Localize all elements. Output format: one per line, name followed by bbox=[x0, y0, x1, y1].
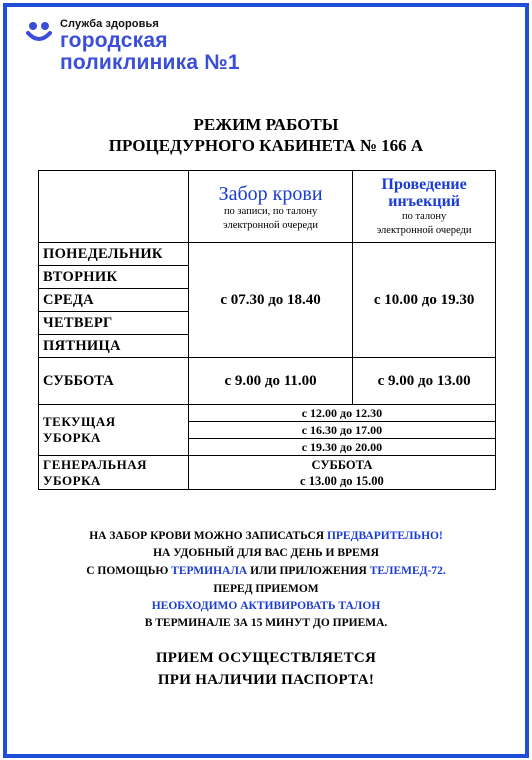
corner-cell bbox=[39, 171, 189, 243]
day-tuesday: ВТОРНИК bbox=[39, 266, 189, 289]
day-friday: ПЯТНИЦА bbox=[39, 335, 189, 358]
logo-line1: городская bbox=[60, 29, 168, 52]
weekday-blood-time: с 07.30 до 18.40 bbox=[188, 243, 352, 358]
final-line-1: ПРИЕМ ОСУЩЕСТВЛЯЕТСЯ bbox=[155, 650, 377, 666]
cleaning-slot-1: с 12.00 до 12.30 bbox=[188, 405, 495, 422]
blood-note2: электронной очереди bbox=[223, 219, 318, 231]
current-cleaning-line1: ТЕКУЩАЯ bbox=[43, 414, 116, 429]
note-line-5: НЕОБХОДИМО АКТИВИРОВАТЬ ТАЛОН bbox=[151, 600, 381, 612]
general-cleaning-line2: УБОРКА bbox=[43, 472, 101, 488]
final-line-2: ПРИ НАЛИЧИИ ПАСПОРТА! bbox=[157, 672, 375, 688]
note-3d: ТЕЛЕМЕД-72. bbox=[369, 565, 446, 577]
cleaning-slot-2: с 16.30 до 17.00 bbox=[188, 422, 495, 439]
blood-header bbox=[188, 171, 352, 243]
day-saturday: СУББОТА bbox=[39, 358, 189, 405]
blood-note1: по записи, по талону bbox=[223, 205, 318, 217]
note-1a: НА ЗАБОР КРОВИ МОЖНО ЗАПИСАТЬСЯ bbox=[89, 530, 327, 542]
note-line-4: ПЕРЕД ПРИЕМОМ bbox=[213, 583, 319, 595]
schedule-table bbox=[38, 170, 496, 490]
logo-line2: поликлиника №1 bbox=[60, 51, 240, 74]
note-line-6: В ТЕРМИНАЛЕ ЗА 15 МИНУТ ДО ПРИЕМА. bbox=[144, 617, 388, 629]
injection-note2: электронной очереди bbox=[376, 224, 472, 236]
general-cleaning-label bbox=[39, 456, 189, 490]
heart-smile-icon bbox=[26, 20, 52, 46]
general-cleaning-hours: с 13.00 до 15.00 bbox=[300, 473, 384, 488]
note-1b: ПРЕДВАРИТЕЛЬНО! bbox=[326, 530, 443, 542]
day-wednesday: СРЕДА bbox=[39, 289, 189, 312]
page-title-line2: ПРОЦЕДУРНОГО КАБИНЕТА № 166 А bbox=[108, 136, 424, 155]
note-line-2: НА УДОБНЫЙ ДЛЯ ВАС ДЕНЬ И ВРЕМЯ bbox=[153, 547, 379, 559]
note-3b: ТЕРМИНАЛА bbox=[171, 565, 248, 577]
day-monday: ПОНЕДЕЛЬНИК bbox=[39, 243, 189, 266]
saturday-blood-time: с 9.00 до 11.00 bbox=[188, 358, 352, 405]
page-title-line1: РЕЖИМ РАБОТЫ bbox=[193, 115, 339, 134]
note-3c: ИЛИ ПРИЛОЖЕНИЯ bbox=[247, 565, 370, 577]
cleaning-slot-3: с 19.30 до 20.00 bbox=[188, 439, 495, 456]
note-line-3 bbox=[0, 565, 532, 577]
note-line-1 bbox=[0, 530, 532, 542]
day-thursday: ЧЕТВЕРГ bbox=[39, 312, 189, 335]
general-cleaning-time bbox=[188, 456, 495, 490]
note-3a: С ПОМОЩЬЮ bbox=[86, 565, 172, 577]
logo-subtitle: Служба здоровья bbox=[60, 18, 159, 30]
blood-title: Забор крови bbox=[218, 182, 323, 205]
current-cleaning-label bbox=[39, 405, 189, 456]
general-cleaning-line1: ГЕНЕРАЛЬНАЯ bbox=[43, 456, 148, 472]
saturday-injection-time: с 9.00 до 13.00 bbox=[353, 358, 496, 405]
general-cleaning-day: СУББОТА bbox=[311, 457, 373, 472]
current-cleaning-line2: УБОРКА bbox=[43, 430, 101, 445]
injection-title2: инъекций bbox=[388, 192, 461, 210]
injection-note1: по талону bbox=[401, 210, 447, 222]
clinic-logo bbox=[26, 18, 240, 74]
weekday-injection-time: с 10.00 до 19.30 bbox=[353, 243, 496, 358]
injection-header bbox=[353, 171, 496, 243]
injection-title1: Проведение bbox=[381, 175, 467, 193]
